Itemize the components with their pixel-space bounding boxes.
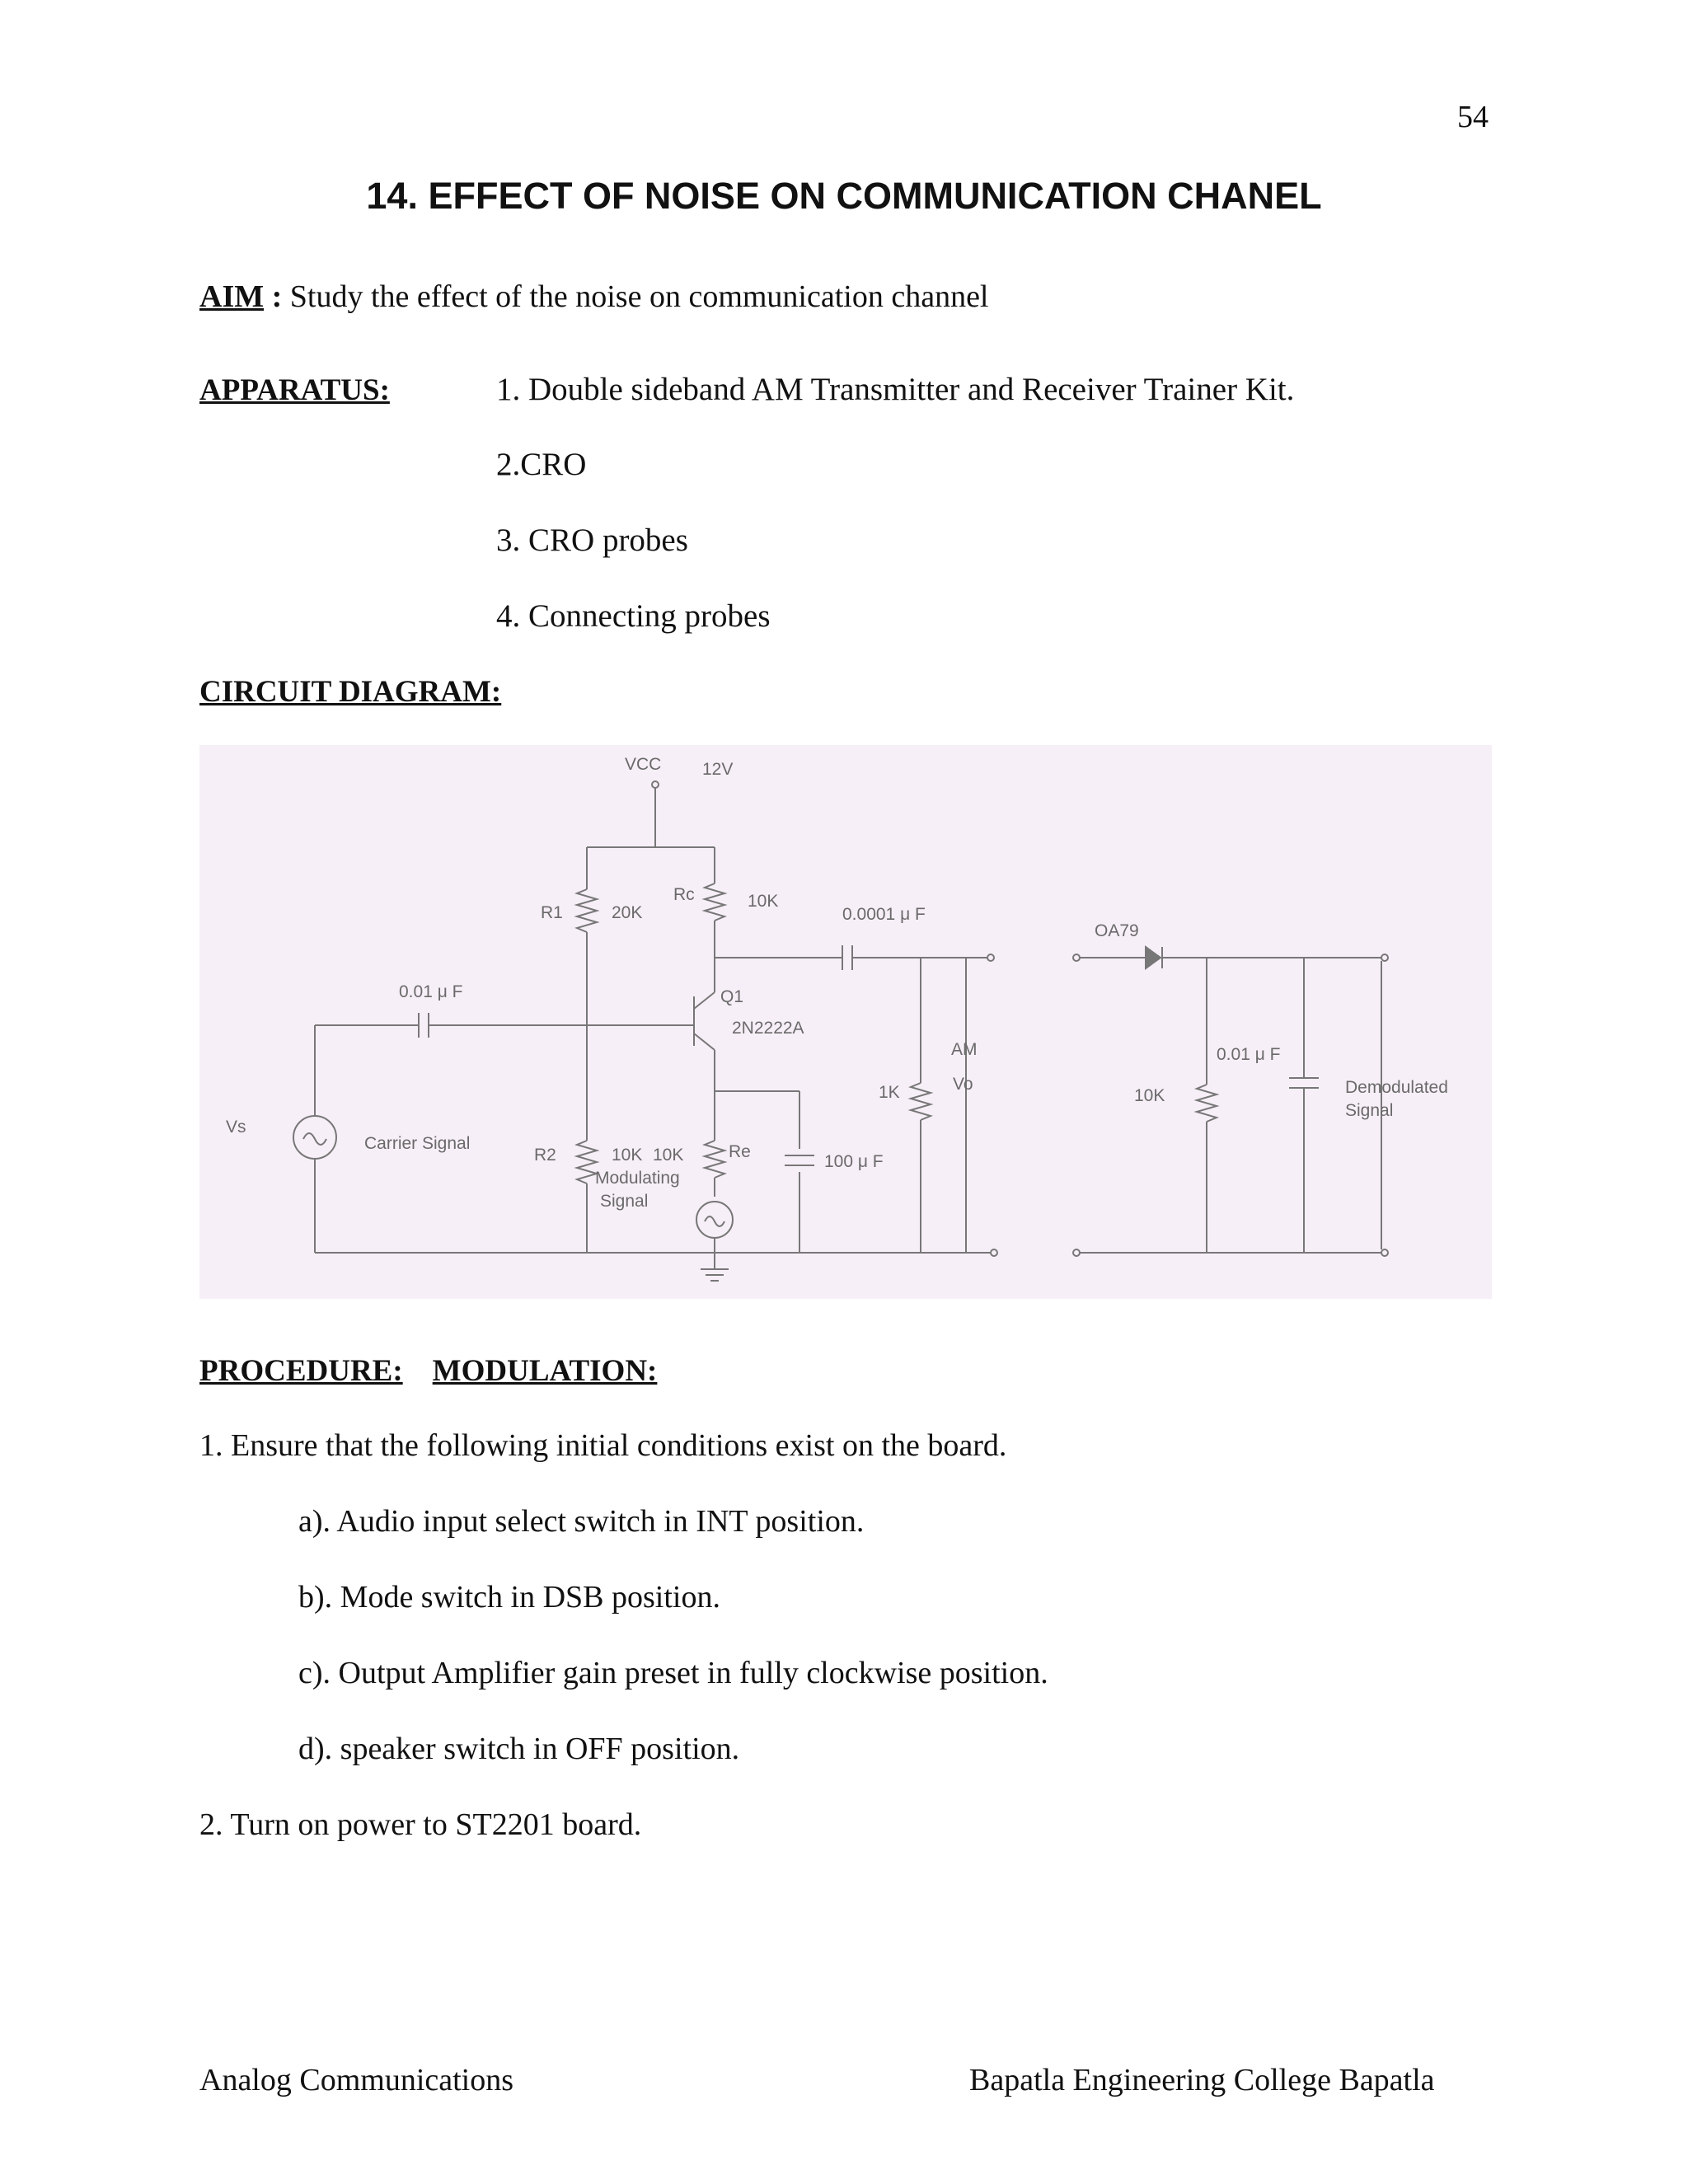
label-vo: Vo [953,1075,973,1094]
label-r1-value: 20K [612,903,643,922]
procedure-heading [199,1353,657,1389]
label-vs: Vs [226,1118,246,1137]
label-r2: R2 [534,1146,556,1165]
label-demodulated: Demodulated [1345,1078,1448,1097]
footer-left: Analog Communications [199,2063,514,2097]
procedure-condition: d). speaker switch in OFF position. [298,1732,740,1766]
page-title: 14. EFFECT OF NOISE ON COMMUNICATION CHANEL [366,175,1322,217]
label-re-value: 10K [653,1146,684,1165]
label-filter-cap: 0.01 μ F [1217,1045,1281,1064]
procedure-step: 2. Turn on power to ST2201 board. [199,1807,642,1842]
label-am: AM [951,1040,978,1059]
label-vcc-value: 12V [702,760,734,779]
label-input-cap: 0.01 μ F [399,982,463,1001]
apparatus-item: 1. Double sideband AM Transmitter and Receiver Trainer Kit. [496,372,1295,407]
label-demod-resistor: 10K [1134,1086,1165,1105]
circuit-wires [293,781,1388,1281]
label-q1: Q1 [720,987,744,1006]
apparatus-item: 3. CRO probes [496,523,688,558]
apparatus-item: 4. Connecting probes [496,598,771,634]
aim-colon: : [271,279,283,314]
apparatus-item: 2.CRO [496,447,587,482]
aim-label: AIM [199,279,265,314]
circuit-diagram-label: CIRCUIT DIAGRAM: [199,675,502,709]
label-emitter-cap: 100 μ F [824,1152,884,1171]
label-r1: R1 [541,903,563,922]
label-output-cap: 0.0001 μ F [842,905,926,924]
circuit-labels [226,755,1448,1211]
label-rc: Rc [673,885,695,904]
page-number: 54 [1457,100,1489,134]
label-modulating: Modulating [595,1169,680,1188]
label-diode: OA79 [1095,921,1139,940]
footer-right: Bapatla Engineering College Bapatla [969,2063,1435,2097]
circuit-diagram [199,745,1492,1299]
procedure-label: PROCEDURE: [199,1354,403,1388]
procedure-condition: c). Output Amplifier gain preset in fully clockwise position. [298,1656,1048,1690]
modulation-label: MODULATION: [432,1354,658,1388]
label-vcc: VCC [625,755,662,774]
procedure-condition: a). Audio input select switch in INT position. [298,1504,865,1539]
label-carrier-signal: Carrier Signal [364,1134,471,1153]
aim-line [199,279,989,315]
label-demodulated-signal: Signal [1345,1101,1394,1120]
label-transistor: 2N2222A [732,1019,804,1038]
label-rc-value: 10K [748,892,779,911]
apparatus-label: APPARATUS: [199,373,390,407]
procedure-step: 1. Ensure that the following initial conditions exist on the board. [199,1428,1007,1463]
label-modulating-signal: Signal [600,1192,649,1211]
label-r2-value: 10K [612,1146,643,1165]
procedure-condition: b). Mode switch in DSB position. [298,1580,720,1615]
aim-text: Study the effect of the noise on communication channel [289,279,989,314]
label-load-resistor: 1K [879,1083,900,1102]
label-re: Re [729,1142,751,1161]
